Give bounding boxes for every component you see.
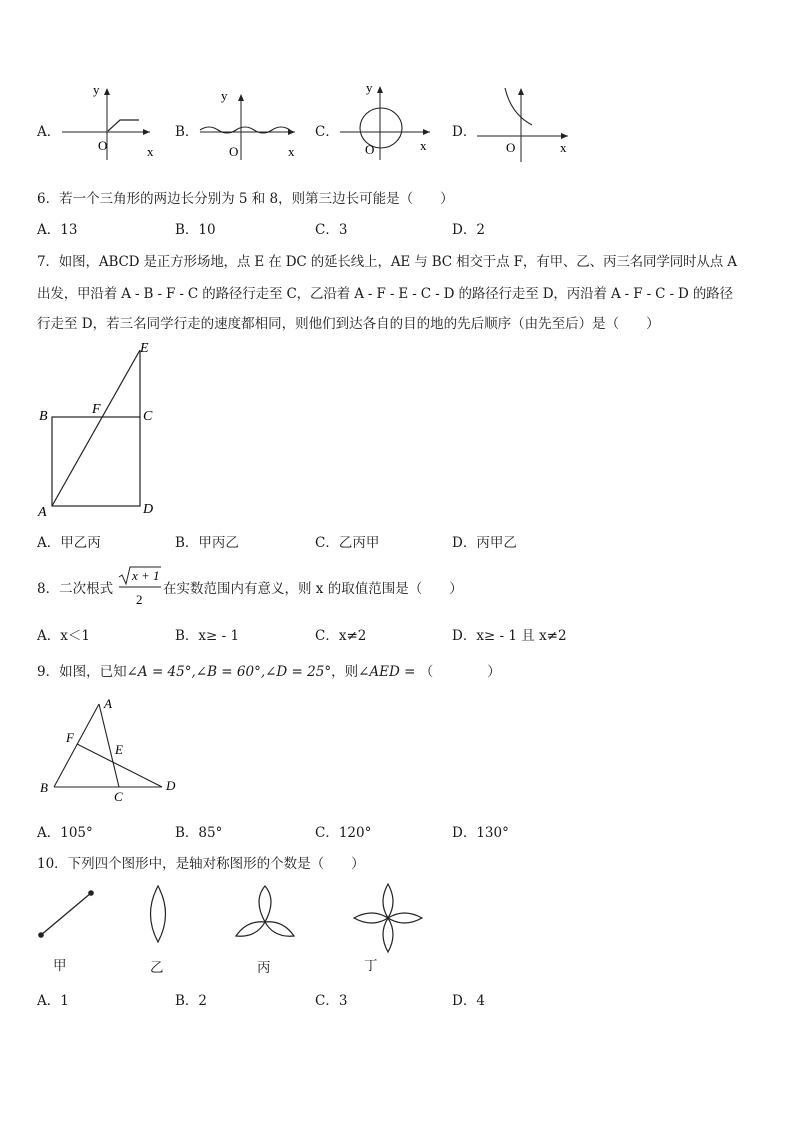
q9-label-f: F — [66, 730, 74, 745]
q9-option-d: D．130° — [452, 825, 509, 841]
q8-stem — [37, 565, 737, 607]
q6-option-d: D．2 — [452, 222, 485, 238]
q6-option-b: B．10 — [175, 222, 216, 238]
q7-label-d: D — [143, 502, 154, 517]
q5-option-c — [315, 80, 445, 165]
q5-graph-b — [195, 80, 310, 165]
q8-option-d: D．x≥ - 1 且 x≠2 — [452, 628, 567, 644]
q8-stem-suffix: 在实数范围内有意义，则 x 的取值范围是（ ） — [163, 581, 463, 597]
q5-b-x-label: x — [288, 144, 295, 159]
q8-option-b: B．x≥ - 1 — [175, 628, 240, 644]
q5-a-x-label: x — [147, 144, 154, 159]
q10-option-d: D．4 — [452, 993, 485, 1009]
q10-caption-jia: 甲 — [53, 958, 67, 974]
q9-option-b: B．85° — [175, 825, 223, 841]
q9-option-a: A．105° — [37, 825, 93, 841]
q8-option-a: A．x＜1 — [37, 628, 90, 644]
q10-option-c: C．3 — [315, 993, 348, 1009]
q5-d-o-label: O — [506, 140, 516, 155]
q9-label-b: B — [40, 780, 48, 795]
q6-stem: 6．若一个三角形的两边长分别为 5 和 8，则第三边长可能是（ ） — [37, 191, 454, 207]
q9-stem-mid: ，则 — [331, 664, 359, 680]
q8-denominator: 2 — [136, 592, 143, 607]
q5-option-a-letter: A． — [37, 124, 61, 140]
q7-stem-line-1: 7．如图，ABCD 是正方形场地，点 E 在 DC 的延长线上，AE 与 BC 相交于点 F，有甲、乙、丙三名同学同时从点 A — [37, 254, 737, 270]
q7-label-b: B — [39, 409, 48, 424]
q8-radicand: x + 1 — [132, 568, 160, 583]
q9-label-e: E — [115, 742, 123, 757]
q10-caption-ding: 丁 — [364, 958, 378, 974]
q7-square-figure — [30, 336, 170, 520]
q8-stem-prefix: 8．二次根式 — [37, 581, 114, 597]
q9-condition: ∠A = 45°,∠B = 60°,∠D = 25° — [126, 664, 332, 680]
q5-option-c-letter: C． — [315, 124, 339, 140]
q7-label-e: E — [140, 341, 149, 356]
q5-c-x-label: x — [420, 138, 427, 153]
q7-stem-line-3: 行走至 D，若三名同学行走的速度都相同，则他们到达各自的目的地的先后顺序（由先至后）是（ ） — [37, 316, 660, 332]
q9-label-c: C — [114, 789, 123, 804]
q5-graph-a — [57, 80, 172, 165]
q5-b-y-label: y — [221, 88, 228, 103]
q5-option-d-letter: D． — [452, 124, 477, 140]
q5-c-o-label: O — [365, 142, 375, 157]
q9-triangle-figure — [34, 694, 184, 806]
q5-option-b-letter: B． — [175, 124, 199, 140]
q8-option-c: C．x≠2 — [315, 628, 367, 644]
q9-label-d: D — [166, 778, 176, 793]
q10-stem: 10．下列四个图形中，是轴对称图形的个数是（ ） — [37, 856, 365, 872]
q7-label-a: A — [38, 505, 47, 520]
q5-option-b — [175, 80, 305, 165]
q10-caption-yi: 乙 — [150, 960, 164, 976]
q7-option-d: D．丙甲乙 — [452, 535, 517, 551]
q5-graph-c — [335, 80, 450, 165]
q5-a-o-label: O — [98, 138, 108, 153]
q10-figure-bing — [230, 882, 300, 944]
q5-b-o-label: O — [229, 144, 239, 159]
q5-c-y-label: y — [366, 80, 373, 95]
q7-stem-line-2: 出发，甲沿着 A - B - F - C 的路径行走至 C，乙沿着 A - F - E - C - D 的路径行走至 D，丙沿着 A - F - C - D 的路径 — [37, 286, 733, 302]
q10-figure-ding — [350, 880, 426, 956]
q9-target: ∠AED — [358, 664, 400, 680]
q10-option-a: A．1 — [37, 993, 69, 1009]
q9-option-c: C．120° — [315, 825, 372, 841]
q6-option-c: C．3 — [315, 222, 348, 238]
q8-fraction — [117, 565, 163, 607]
q7-option-a: A．甲乙丙 — [37, 535, 101, 551]
q10-option-b: B．2 — [175, 993, 208, 1009]
q7-option-c: C．乙丙甲 — [315, 535, 380, 551]
q10-figure-jia — [32, 884, 102, 944]
q9-stem-suffix: = （ ） — [399, 664, 501, 680]
q7-label-c: C — [143, 409, 153, 424]
q5-graph-d — [472, 80, 587, 165]
q5-a-y-label: y — [93, 82, 100, 97]
q5-d-x-label: x — [560, 140, 567, 155]
q10-caption-bing: 丙 — [257, 960, 271, 976]
q9-stem-prefix: 9．如图，已知 — [37, 664, 127, 680]
q5-option-d — [452, 80, 582, 165]
q5-option-a — [37, 80, 167, 165]
q10-figure-yi — [140, 882, 176, 946]
q6-option-a: A．13 — [37, 222, 78, 238]
q7-label-f: F — [92, 402, 101, 417]
q9-label-a: A — [104, 696, 112, 711]
q9-stem — [37, 660, 501, 680]
q7-option-b: B．甲丙乙 — [175, 535, 239, 551]
